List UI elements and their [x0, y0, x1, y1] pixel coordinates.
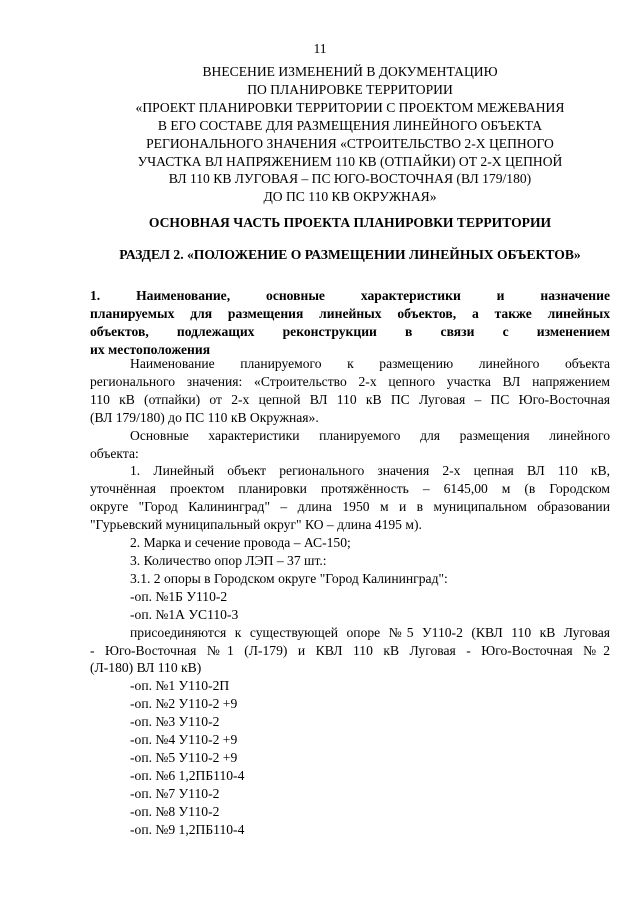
subsection-heading	[90, 287, 610, 359]
list-item: -оп. №7 У110-2	[130, 785, 220, 801]
body-line: регионального значения: «Строительство 2-х цепного участка ВЛ напряжением	[90, 373, 610, 389]
body-line: округе "Город Калининград" – длина 1950 м и в муниципальном образовании	[90, 499, 610, 515]
body-line: (Л-180) ВЛ 110 кВ)	[90, 660, 202, 676]
body-line: Основные характеристики планируемого для размещения линейного	[130, 427, 610, 443]
list-item: -оп. №1А УС110-3	[130, 606, 239, 622]
body-line: "Гурьевский муниципальный округ" КО – длина 4195 м).	[90, 517, 422, 533]
list-item: -оп. №1Б У110-2	[130, 588, 228, 604]
heading-line: 1. Наименование, основные характеристики и назначение	[90, 288, 610, 303]
title-line: ВЛ 110 КВ ЛУГОВАЯ – ПС ЮГО-ВОСТОЧНАЯ (ВЛ 179/180)	[168, 171, 532, 187]
page-number: 11	[313, 41, 327, 56]
main-part-heading: ОСНОВНАЯ ЧАСТЬ ПРОЕКТА ПЛАНИРОВКИ ТЕРРИТОРИИ	[148, 215, 552, 230]
section-heading: РАЗДЕЛ 2. «ПОЛОЖЕНИЕ О РАЗМЕЩЕНИИ ЛИНЕЙНЫХ ОБЪЕКТОВ»	[119, 247, 581, 262]
body-line: уточнённая проектом планировки протяжённость – 6145,00 м (в Городском	[90, 481, 610, 497]
title-line: РЕГИОНАЛЬНОГО ЗНАЧЕНИЯ «СТРОИТЕЛЬСТВО 2-Х ЦЕПНОГО	[146, 135, 554, 151]
body-line: 2. Марка и сечение провода – АС-150;	[130, 535, 351, 551]
body-line: 3.1. 2 опоры в Городском округе "Город Калининград":	[130, 570, 448, 586]
list-item: -оп. №1 У110-2П	[130, 678, 230, 694]
body-line: 3. Количество опор ЛЭП – 37 шт.:	[130, 552, 327, 568]
body-line: 1. Линейный объект регионального значения 2-х цепная ВЛ 110 кВ,	[130, 463, 610, 479]
body-line: (ВЛ 179/180) до ПС 110 кВ Окружная».	[90, 409, 319, 425]
heading-line: объектов, подлежащих реконструкции в связи с изменением	[90, 323, 610, 339]
title-line: «ПРОЕКТ ПЛАНИРОВКИ ТЕРРИТОРИИ С ПРОЕКТОМ МЕЖЕВАНИЯ	[135, 99, 565, 115]
list-item: -оп. №2 У110-2 +9	[130, 696, 238, 712]
list-item: -оп. №3 У110-2	[130, 714, 220, 730]
list-item: -оп. №5 У110-2 +9	[130, 749, 238, 765]
list-item: -оп. №9 1,2ПБ110-4	[130, 821, 245, 837]
document-title	[60, 63, 640, 206]
title-line: ДО ПС 110 КВ ОКРУЖНАЯ»	[263, 189, 437, 205]
title-line: УЧАСТКА ВЛ НАПРЯЖЕНИЕМ 110 КВ (ОТПАЙКИ) ОТ 2-Х ЦЕПНОЙ	[137, 153, 563, 169]
body-text	[90, 355, 610, 838]
body-line: - Юго-Восточная №1 (Л-179) и КВЛ 110 кВ Луговая - Юго-Восточная №2	[90, 642, 610, 658]
body-line: объекта:	[90, 445, 139, 461]
list-item: -оп. №4 У110-2 +9	[130, 732, 238, 748]
body-line: 110 кВ (отпайки) от 2-х цепной ВЛ 110 кВ ПС Луговая – ПС Юго-Восточная	[90, 391, 610, 407]
title-line: ПО ПЛАНИРОВКЕ ТЕРРИТОРИИ	[247, 81, 453, 97]
body-line: Наименование планируемого к размещению линейного объекта	[130, 356, 610, 371]
title-line: ВНЕСЕНИЕ ИЗМЕНЕНИЙ В ДОКУМЕНТАЦИЮ	[202, 64, 498, 79]
list-item: -оп. №8 У110-2	[130, 803, 220, 819]
heading-line: их местоположения	[90, 341, 211, 357]
heading-line: планируемых для размещения линейных объектов, а также линейных	[90, 305, 610, 321]
title-line: В ЕГО СОСТАВЕ ДЛЯ РАЗМЕЩЕНИЯ ЛИНЕЙНОГО ОБЪЕКТА	[157, 117, 543, 133]
list-item: -оп. №6 1,2ПБ110-4	[130, 767, 245, 783]
body-line: присоединяются к существующей опоре №5 У110-2 (КВЛ 110 кВ Луговая	[130, 624, 610, 640]
